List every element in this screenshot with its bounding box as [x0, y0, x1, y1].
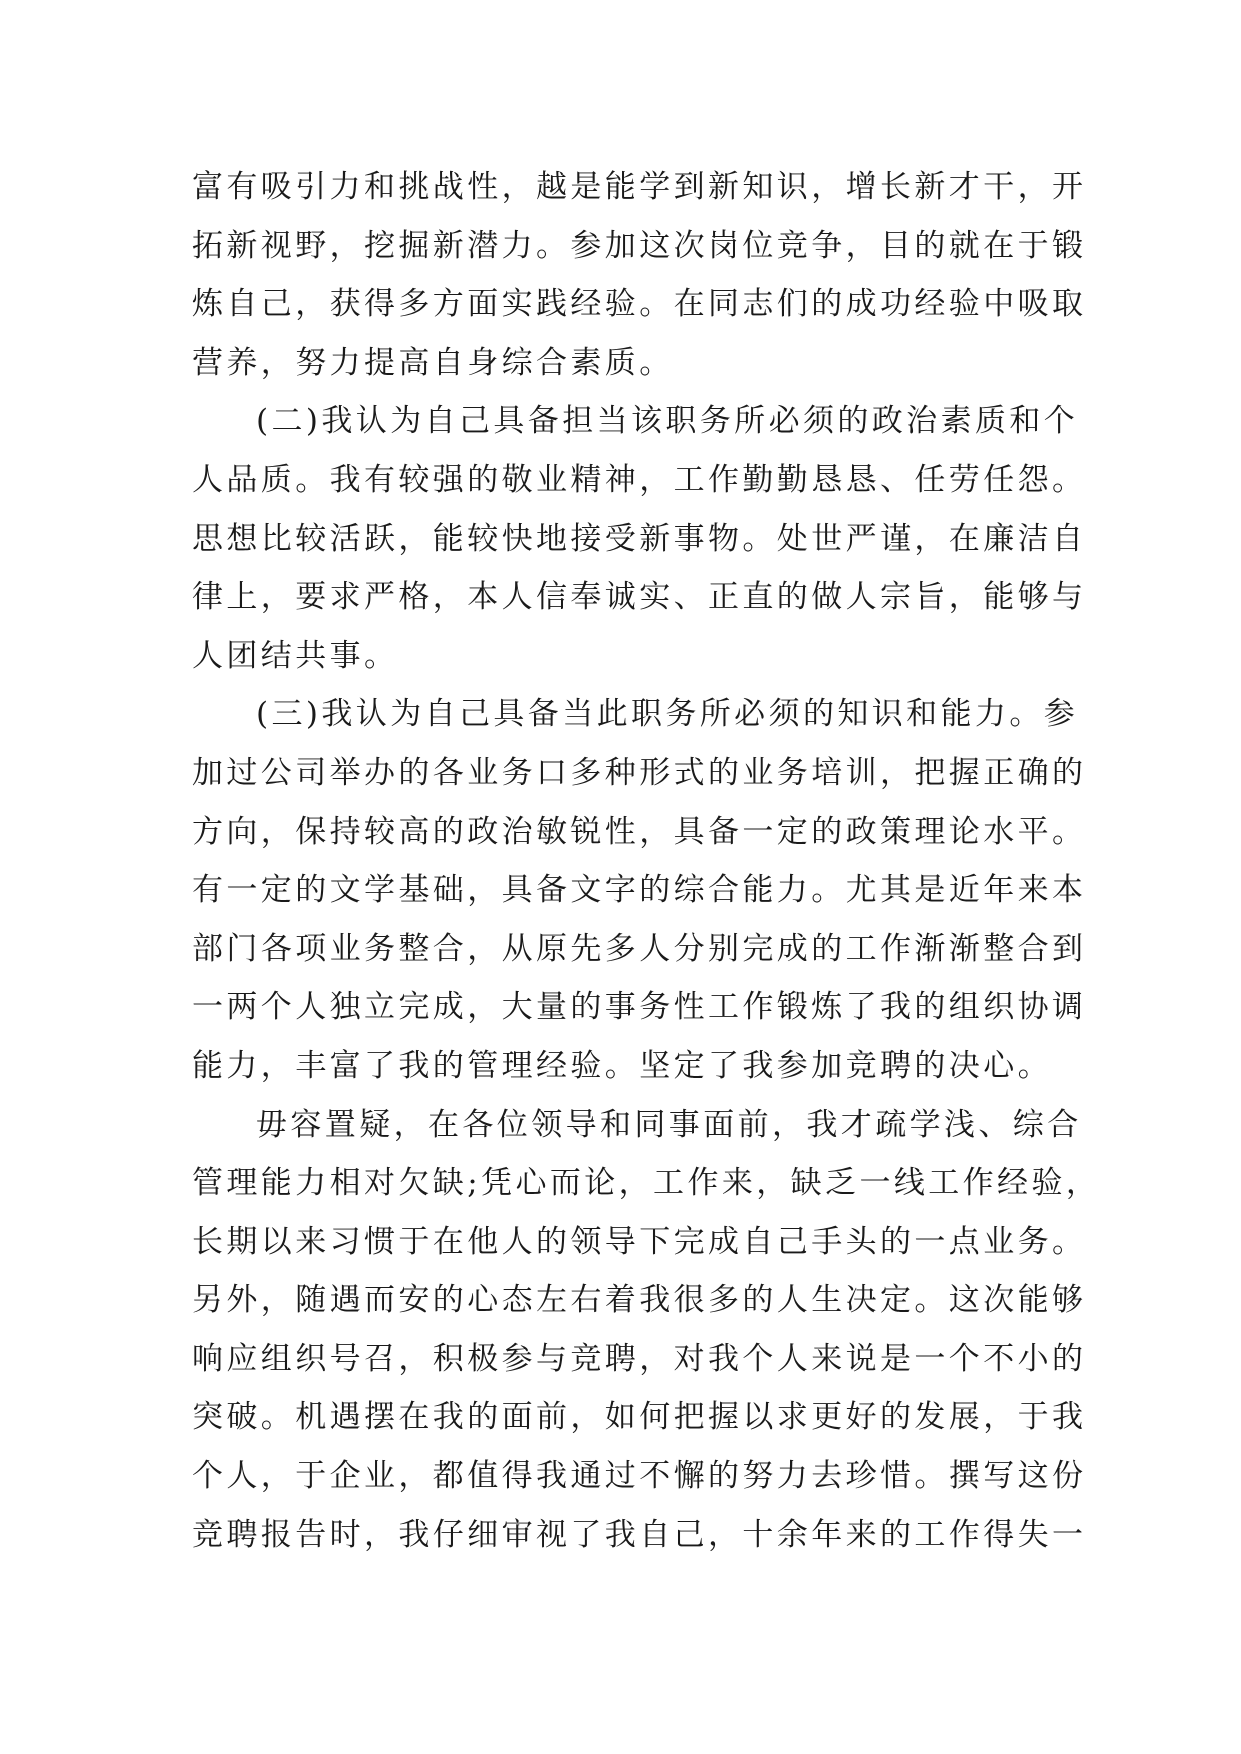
text-line: 另外，随遇而安的心态左右着我很多的人生决定。这次能够	[192, 1282, 1087, 1319]
text-line: 人品质。我有较强的敬业精神，工作勤勤恳恳、任劳任怨。	[192, 461, 1087, 498]
text-line: 加过公司举办的各业务口多种形式的业务培训，把握正确的	[192, 754, 1087, 791]
text-line: 方向，保持较高的政治敏锐性，具备一定的政策理论水平。	[192, 813, 1087, 850]
text-line: 响应组织号召，积极参与竞聘，对我个人来说是一个不小的	[192, 1340, 1087, 1377]
text-line: 管理能力相对欠缺;凭心而论，工作来，缺乏一线工作经验，	[192, 1165, 1101, 1202]
paragraph-start-line: (二)我认为自己具备担当该职务所必须的政治素质和个	[256, 403, 1079, 440]
text-line: 能力，丰富了我的管理经验。坚定了我参加竞聘的决心。	[192, 1047, 1052, 1084]
text-line: 营养，努力提高自身综合素质。	[192, 344, 674, 381]
text-line: 人团结共事。	[192, 637, 399, 674]
text-line: 突破。机遇摆在我的面前，如何把握以求更好的发展，于我	[192, 1399, 1087, 1436]
text-line: 部门各项业务整合，从原先多人分别完成的工作渐渐整合到	[192, 930, 1087, 967]
text-line: 竞聘报告时，我仔细审视了我自己，十余年来的工作得失一	[192, 1516, 1087, 1553]
body-text	[192, 158, 1101, 1564]
paragraph-start-line: (三)我认为自己具备当此职务所必须的知识和能力。参	[256, 696, 1079, 733]
text-line: 炼自己，获得多方面实践经验。在同志们的成功经验中吸取	[192, 286, 1087, 323]
text-line: 有一定的文学基础，具备文字的综合能力。尤其是近年来本	[192, 872, 1087, 909]
text-line: 长期以来习惯于在他人的领导下完成自己手头的一点业务。	[192, 1223, 1087, 1260]
text-line: 个人，于企业，都值得我通过不懈的努力去珍惜。撰写这份	[192, 1458, 1087, 1495]
text-line: 富有吸引力和挑战性，越是能学到新知识，增长新才干，开	[192, 169, 1087, 205]
paragraph-start-line: 毋容置疑，在各位领导和同事面前，我才疏学浅、综合	[256, 1106, 1082, 1143]
text-line: 一两个人独立完成，大量的事务性工作锻炼了我的组织协调	[192, 989, 1087, 1026]
text-line: 律上，要求严格，本人信奉诚实、正直的做人宗旨，能够与	[192, 579, 1087, 616]
text-line: 思想比较活跃，能较快地接受新事物。处世严谨，在廉洁自	[192, 520, 1087, 557]
text-line: 拓新视野，挖掘新潜力。参加这次岗位竞争，目的就在于锻	[192, 227, 1087, 264]
